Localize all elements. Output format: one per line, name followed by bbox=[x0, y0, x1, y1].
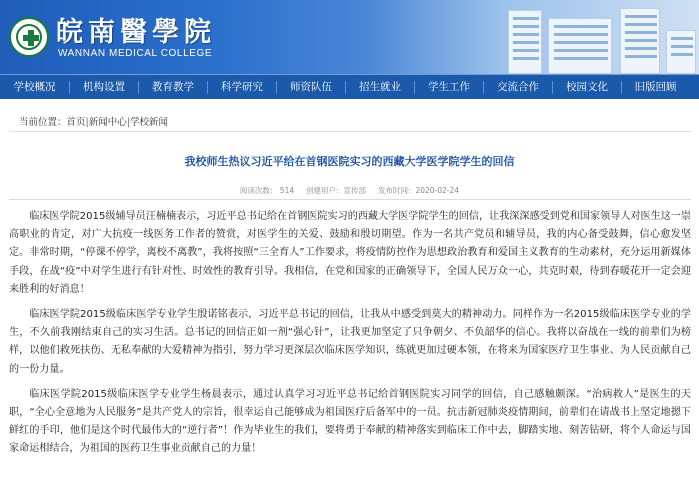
building-window bbox=[513, 33, 539, 36]
building-wing bbox=[666, 30, 696, 74]
nav-item-faculty[interactable]: 师资队伍 bbox=[290, 81, 332, 93]
emblem-cross-horizontal bbox=[23, 35, 39, 41]
nav-item-about[interactable]: 学校概况 bbox=[13, 81, 56, 93]
header-banner bbox=[0, 0, 699, 74]
building-window bbox=[625, 15, 657, 18]
building-window bbox=[513, 57, 539, 60]
nav-item-research[interactable]: 科学研究 bbox=[221, 81, 263, 93]
building-window bbox=[554, 33, 608, 36]
building-window bbox=[554, 49, 608, 52]
breadcrumb-separator: | bbox=[126, 117, 130, 128]
breadcrumb bbox=[19, 114, 168, 128]
meta-publish-time: 发布时间：2020-02-24 bbox=[377, 186, 460, 195]
emblem-ring bbox=[16, 24, 42, 50]
main-nav bbox=[0, 74, 699, 99]
building-window bbox=[625, 31, 657, 34]
building-window bbox=[625, 23, 657, 26]
meta-creator: 创建用户：宣传部 bbox=[306, 186, 367, 195]
breadcrumb-school-news[interactable]: 学校新闻 bbox=[129, 117, 168, 128]
breadcrumb-home[interactable]: 首页 bbox=[66, 117, 86, 128]
nav-item-student-affairs[interactable]: 学生工作 bbox=[428, 81, 470, 93]
breadcrumb-separator: | bbox=[85, 117, 89, 128]
meta-divider bbox=[9, 199, 691, 200]
school-emblem-icon[interactable] bbox=[9, 17, 49, 57]
building-window bbox=[625, 39, 657, 42]
building-window bbox=[671, 45, 693, 48]
building-window bbox=[513, 41, 539, 44]
nav-item-exchange[interactable]: 交流合作 bbox=[497, 81, 539, 93]
meta-views: 阅读次数： 514 bbox=[239, 186, 295, 195]
building-main bbox=[548, 18, 612, 74]
article-body bbox=[9, 208, 691, 466]
article-paragraph: 临床医学院2015级辅导员汪楠楠表示，习近平总书记给在首钢医院实习的西藏大学医学院学生的回信，让我深深感受到党和国家领导人对医生这一崇高职业的肯定，对广大抗疫一线医务工作者的赞赏，对医学生的关爱、鼓励和殷切期望。作为一名共产党员和辅导员，我的内心备受鼓舞，信心愈发坚定。非常时期，“停课不停学，离校不离教”，我将按照“三全育人”工作要求，将疫情防控作为思想政治教育和爱国主义教育的生动素材，充分运用新媒体手段，在战“疫”中对学生进行有针对性、时效性的教育引导。我相信，在党和国家的正确领导下，全国人民万众一心，共克时艰，待到春暖花开一定会迎来胜利的好消息！ bbox=[9, 211, 691, 295]
building-window bbox=[554, 41, 608, 44]
campus-building-icon bbox=[470, 0, 699, 74]
breadcrumb-divider bbox=[9, 131, 691, 132]
article-title: 我校师生热议习近平给在首钢医院实习的西藏大学医学院学生的回信 bbox=[184, 155, 515, 168]
building-window bbox=[625, 47, 657, 50]
nav-item-admissions[interactable]: 招生就业 bbox=[359, 81, 401, 93]
building-window bbox=[554, 57, 608, 60]
breadcrumb-news-center[interactable]: 新闻中心 bbox=[88, 117, 127, 128]
school-name-cn[interactable]: 皖南醫學院 bbox=[56, 17, 216, 48]
building-tower-left bbox=[508, 10, 542, 74]
breadcrumb-prefix: 当前位置： bbox=[19, 117, 67, 128]
building-window bbox=[513, 49, 539, 52]
building-tower-right bbox=[620, 8, 660, 74]
nav-item-campus-culture[interactable]: 校园文化 bbox=[566, 81, 608, 93]
building-window bbox=[513, 17, 539, 20]
article-meta bbox=[0, 185, 699, 196]
school-name-en: WANNAN MEDICAL COLLEGE bbox=[58, 48, 213, 59]
article-paragraph: 临床医学院2015级临床医学专业学生殷诺铭表示，习近平总书记的回信，让我从中感受到莫大的精神动力。同样作为一名2015级临床医学专业的学生，不久前我刚结束自己的实习生活。总书记的回信正如一剂“强心针”，让我更加坚定了只争朝夕、不负韶华的信心。我将以奋战在一线的前辈们为榜样，以他们救死扶伤、无私奉献的大爱精神为指引，努力学习更深层次临床医学知识，练就更加过硬本领，在将来为国家医疗卫生事业、为人民贡献自己的一份力量。 bbox=[9, 309, 691, 375]
building-window bbox=[554, 25, 608, 28]
article-paragraph: 临床医学院2015级临床医学专业学生杨晨表示，通过认真学习习近平总书记给首钢医院实习同学的回信，自己感触颇深。“治病救人”是医生的天职，“全心全意地为人民服务”是共产党人的宗旨，很幸运自己能够成为祖国医疗后备军中的一员。抗击新冠肺炎疫情期间，前辈们在请战书上坚定地摁下鲜红的手印，他们是这个时代最伟大的“逆行者”！作为毕业生的我们，要将勇于奉献的精神落实到临床工作中去，脚踏实地、刻苦钻研，将个人命运与国家命运相结合，为祖国的医药卫生事业贡献自己的力量！ bbox=[9, 388, 691, 455]
building-window bbox=[513, 25, 539, 28]
building-window bbox=[671, 53, 693, 56]
building-window bbox=[671, 37, 693, 40]
nav-item-departments[interactable]: 机构设置 bbox=[83, 81, 125, 93]
building-window bbox=[625, 55, 657, 58]
nav-item-education[interactable]: 教育教学 bbox=[152, 81, 194, 93]
nav-item-old-version[interactable]: 旧版回顾 bbox=[634, 81, 677, 93]
